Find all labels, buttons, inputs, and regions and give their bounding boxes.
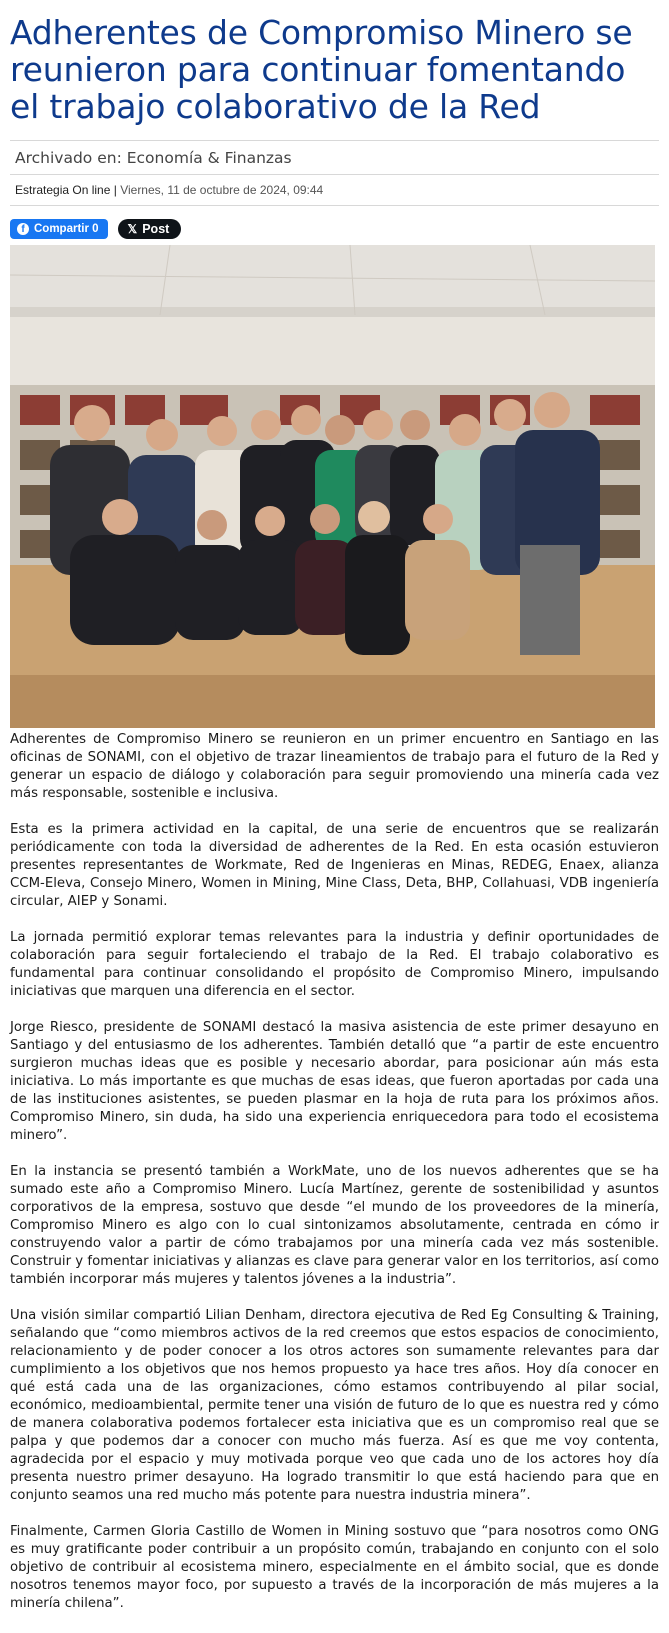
- paragraph: Adherentes de Compromiso Minero se reunieron en un primer encuentro en Santiago en las oficinas de SONAMI, con el objetivo de trazar lineamientos de trabajo para el futuro de la Red y generar un espacio de diálogo y colaboración para seguir promoviendo una minería cada vez más responsable, sostenible e inclusiva.: [10, 732, 659, 801]
- paragraph: Finalmente, Carmen Gloria Castillo de Women in Mining sostuvo que “para nosotros como ONG es muy gratificante poder contribuir a un propósito común, trabajando en conjunto con el solo objetivo de contribuir al ecosistema minero, especialmente en el ámbito social, que es donde nosotros tenemos mayor foco, por supuesto a través de la incorporación de más mujeres a la minería chilena”.: [10, 1524, 659, 1611]
- x-logo-icon: 𝕏: [127, 221, 138, 236]
- paragraph: Una visión similar compartió Lilian Denham, directora ejecutiva de Red Eg Consulting & Training, señalando que “como miembros activos de la red creemos que estos espacios de conocimiento, relacionamiento y de poder conocer a los otros actores son sumamente relevantes para dar cumplimiento a los objetivos que nos hemos propuesto ya hace tres años. Hoy día conocer en qué está cada una de las organizaciones, cómo estamos contribuyendo al pilar social, económico, medioambiental, permite tener una visión de futuro de lo que es nuestra red y cómo de manera colaborativa podemos fortalecer esta iniciativa que es un compromiso real que se palpa y que podemos dar a conocer con mucho más fuerza. Así es que me voy contenta, agradecida por el espacio y muy motivada porque veo que cada uno de los actores hoy día presenta nuestro primer desayuno. Ha logrado transmitir lo que está haciendo para que en conjunto seamos una red mucho más potente para nuestra industria minera”.: [10, 1308, 659, 1503]
- article-body: [10, 731, 659, 1613]
- article-photo: [10, 245, 655, 728]
- archive-bar: [10, 140, 659, 175]
- paragraph: En la instancia se presentó también a WorkMate, uno de los nuevos adherentes que se ha sumado este año a Compromiso Minero. Lucía Martínez, gerente de sostenibilidad y asuntos corporativos de la empresa, sostuvo que desde “el mundo de los proveedores de la minería, Compromiso Minero es algo con lo cual sintonizamos absolutamente, centrada en cómo ir construyendo valor a partir de cómo trabajamos por una minería cada vez más sostenible. Construir y fomentar iniciativas y alianzas es clave para generar valor en los territorios, así como también incorporar más mujeres y talentos jóvenes a la industria”.: [10, 1164, 659, 1287]
- facebook-share-button[interactable]: [10, 219, 108, 239]
- x-post-button[interactable]: [118, 219, 182, 239]
- share-bar: [10, 218, 659, 239]
- archive-category-link[interactable]: Economía & Finanzas: [126, 149, 292, 167]
- byline: [10, 175, 659, 206]
- group-photo-illustration: [10, 245, 655, 728]
- facebook-share-label: Compartir 0: [34, 222, 99, 235]
- byline-separator: |: [110, 183, 121, 197]
- facebook-icon: f: [17, 223, 29, 235]
- paragraph: Jorge Riesco, presidente de SONAMI destacó la masiva asistencia de este primer desayuno en Santiago y del entusiasmo de los adherentes. También detalló que “a partir de este encuentro surgieron muchas ideas que es posible y necesario abordar, para posicionar aún más esta iniciativa. Lo más importante es que muchas de esas ideas, que fueron aportadas por cada una de las instituciones asistentes, se pueden plasmar en la hoja de ruta para los próximos años. Compromiso Minero, sin duda, ha sido una experiencia enriquecedora para todo el ecosistema minero”.: [10, 1020, 659, 1143]
- byline-source: Estrategia On line: [15, 183, 111, 197]
- byline-date: Viernes, 11 de octubre de 2024, 09:44: [120, 183, 324, 197]
- paragraph: Esta es la primera actividad en la capital, de una serie de encuentros que se realizarán periódicamente con toda la diversidad de adherentes de la Red. En esta ocasión estuvieron presentes representantes de Workmate, Red de Ingenieras en Minas, REDEG, Enaex, alianza CCM-Eleva, Consejo Minero, Women in Mining, Mine Class, Deta, BHP, Collahuasi, VDB ingeniería circular, AIEP y Sonami.: [10, 822, 659, 909]
- x-post-label: Post: [142, 221, 170, 236]
- article-title: Adherentes de Compromiso Minero se reunieron para continuar fomentando el trabajo colaborativo de la Red: [10, 13, 633, 126]
- archive-label: Archivado en:: [15, 149, 122, 167]
- paragraph: La jornada permitió explorar temas relevantes para la industria y definir oportunidades de colaboración para seguir fortaleciendo el trabajo de la Red. El trabajo colaborativo es fundamental para continuar consolidando el propósito de Compromiso Minero, impulsando iniciativas que marquen una diferencia en el sector.: [10, 930, 659, 999]
